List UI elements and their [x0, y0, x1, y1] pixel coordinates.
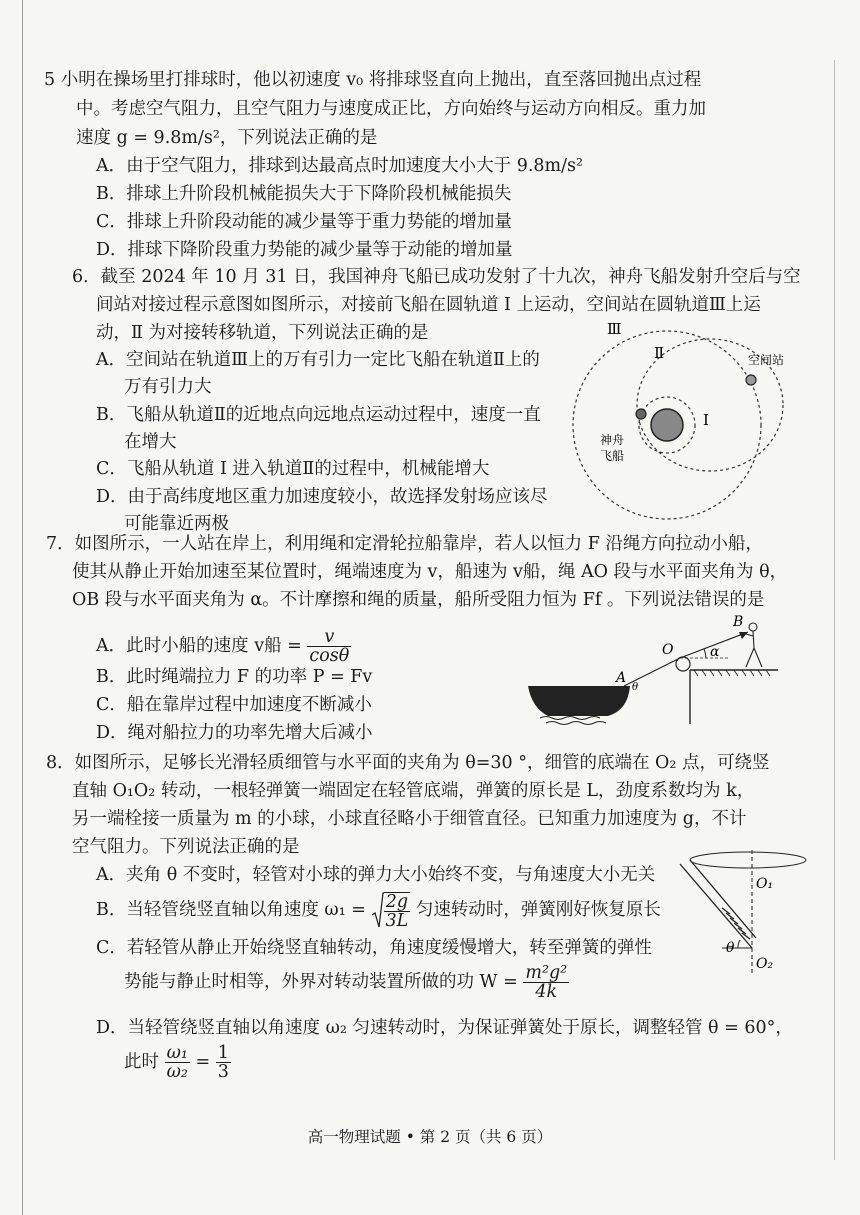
q8-option-d-omega-fraction [165, 1044, 190, 1081]
q8-option-d-ratio-fraction [216, 1044, 231, 1081]
q6-line-2: 间站对接过程示意图如图所示，对接前飞船在圆轨道 Ⅰ 上运动，空间站在圆轨道Ⅲ上运 [96, 295, 761, 315]
q5-option-b: B．排球上升阶段机械能损失大于下降阶段机械能损失 [96, 184, 512, 204]
alpha-label: α [710, 644, 720, 660]
q8-option-b-numerator: 2g [384, 893, 411, 912]
spacecraft-label-1: 神舟 [600, 433, 625, 447]
orbit-3-label: Ⅲ [607, 320, 622, 338]
page-footer: 高一物理试题 • 第 2 页（共 6 页） [307, 1128, 553, 1146]
person-body [753, 631, 754, 648]
q8-option-d-equals: = [195, 1052, 211, 1072]
q8-option-d-omega-den: ω₂ [166, 1062, 188, 1082]
q8-option-d-omega-num: ω₁ [166, 1043, 188, 1063]
q8-option-c-text: 势能与静止时相等，外界对转动装置所做的功 W = [124, 972, 518, 992]
q6-option-b-line-2: 在增大 [124, 432, 177, 452]
q6-option-c: C．飞船从轨道 Ⅰ 进入轨道Ⅱ的过程中，机械能增大 [96, 459, 490, 479]
q8-option-a: A．夹角 θ 不变时，轻管对小球的弹力大小始终不变，与角速度大小无关 [96, 865, 656, 885]
person-leg-left [746, 648, 754, 667]
q8-option-c-fraction [523, 964, 569, 1001]
person-head [749, 623, 757, 631]
q8-option-b-text: B．当轻管绕竖直轴以角速度 ω₁ = [96, 900, 366, 920]
q8-line-3: 另一端栓接一质量为 m 的小球，小球直径略小于细管直径。已知重力加速度为 g，不计 [72, 809, 747, 829]
q7-option-a-denominator: cosθ [309, 646, 350, 666]
sqrt-sign [372, 891, 384, 931]
tube-wall-inner [690, 860, 756, 938]
page-edge-left [22, 0, 23, 1215]
alpha-arc [704, 649, 706, 658]
q5-line-2: 中。考虑空气阻力，且空气阻力与速度成正比，方向始终与运动方向相反。重力加 [76, 99, 706, 119]
orbit-1-label: Ⅰ [703, 411, 709, 429]
q5-line-1: 5 小明在操场里打排球时，他以初速度 v₀ 将排球竖直向上抛出，直至落回抛出点过程 [44, 70, 702, 90]
q8-option-d-ratio-den: 3 [217, 1062, 229, 1082]
q7-option-a-text: A．此时小船的速度 v船 = [96, 636, 302, 656]
q7-line-2: 使其从静止开始加速至某位置时，绳端速度为 v，船速为 v船，绳 AO 段与水平面夹角为 θ， [72, 562, 788, 582]
theta-label: θ [632, 682, 639, 693]
orbit-diagram [570, 318, 800, 536]
q8-option-d-line-2 [124, 1040, 231, 1084]
q6-line-1: 6．截至 2024 年 10 月 31 日，我国神舟飞船已成功发射了十九次，神舟飞船发射升空后与空 [72, 267, 801, 287]
q5-option-d: D．排球下降阶段重力势能的减少量等于动能的增加量 [96, 240, 513, 260]
q8-option-c-line-2 [124, 960, 569, 1004]
q8-option-b-denominator: 3L [385, 911, 409, 931]
spacecraft-label-2: 飞船 [600, 449, 625, 463]
q7-option-a-numerator: v [307, 628, 351, 647]
q7-option-a [96, 626, 351, 666]
orbit-2-label: Ⅱ [654, 344, 665, 362]
q8-option-c-line-1: C．若轻管从静止开始绕竖直轴转动，角速度缓慢增大，转至弹簧的弹性 [96, 938, 652, 958]
water-wave-2 [546, 722, 606, 725]
q8-line-1: 8．如图所示，足够长光滑轻质细管与水平面的夹角为 θ=30 °，细管的底端在 O₂ 点，可绕竖 [46, 753, 770, 773]
q8-option-b [96, 888, 661, 933]
earth [651, 409, 683, 441]
q8-option-b-sqrt [372, 889, 411, 933]
boat [528, 686, 630, 716]
rotating-tube-diagram [672, 848, 812, 978]
q7-line-1: 7．如图所示，一人站在岸上，利用绳和定滑轮拉船靠岸，若人以恒力 F 沿绳方向拉动小船， [46, 534, 763, 554]
q8-option-b-post: 匀速转动时，弹簧刚好恢复原长 [415, 900, 661, 920]
tube-wall-outer [680, 864, 752, 948]
point-a-label: A [616, 670, 627, 686]
q8-option-d-ratio-num: 1 [217, 1043, 229, 1063]
q6-line-3: 动，Ⅱ 为对接转移轨道，下列说法正确的是 [96, 323, 429, 343]
q7-option-a-fraction [307, 628, 351, 665]
q8-option-d-text: 此时 [124, 1052, 159, 1072]
rotation-ellipse [690, 852, 806, 868]
q8-option-c-denominator: 4k [535, 982, 558, 1002]
q6-option-a-line-2: 万有引力大 [124, 377, 212, 397]
q5-line-3: 速度 g = 9.8m/s²，下列说法正确的是 [76, 128, 378, 148]
q5-option-a: A．由于空气阻力，排球到达最高点时加速度大小大于 9.8m/s² [96, 156, 584, 176]
q7-option-c: C．船在靠岸过程中加速度不断减小 [96, 695, 372, 715]
q6-option-d-line-2: 可能靠近两极 [124, 514, 229, 534]
bank-hatch [694, 670, 770, 676]
q8-option-c-numerator: m²g² [525, 963, 568, 983]
page-edge-right [834, 60, 835, 1160]
q8-line-2: 直轴 O₁O₂ 转动，一根轻弹簧一端固定在轻管底端，弹簧的原长是 L，劲度系数均为 k， [72, 781, 755, 801]
point-o-label: O [662, 642, 674, 658]
pulley [676, 657, 690, 671]
o1-label: O₁ [756, 876, 774, 892]
theta-arc [738, 940, 740, 948]
q8-option-d-line-1: D．当轻管绕竖直轴以角速度 ω₂ 匀速转动时，为保证弹簧处于原长，调整轻管 θ = 60°， [96, 1018, 793, 1038]
water-wave-1 [540, 717, 600, 720]
spring [722, 908, 750, 939]
boat-pulley-diagram [520, 612, 790, 727]
person-arm [746, 634, 753, 636]
q6-option-d-line-1: D．由于高纬度地区重力加速度较小，故选择发射场应该尽 [96, 487, 548, 507]
q8-option-b-fraction [384, 892, 411, 930]
person-leg-right [754, 648, 762, 667]
space-station-marker [746, 375, 756, 385]
q7-option-d: D．绳对船拉力的功率先增大后减小 [96, 723, 373, 743]
q6-option-b-line-1: B．飞船从轨道Ⅱ的近地点向远地点运动过程中，速度一直 [96, 405, 541, 425]
spacecraft-marker [636, 409, 646, 419]
space-station-label: 空间站 [748, 353, 785, 367]
q5-option-c: C．排球上升阶段动能的减少量等于重力势能的增加量 [96, 212, 512, 232]
q8-line-4: 空气阻力。下列说法正确的是 [72, 837, 300, 857]
q7-line-3: OB 段与水平面夹角为 α。不计摩擦和绳的质量，船所受阻力恒为 Ff 。下列说法错误的是 [72, 590, 765, 610]
o2-label: O₂ [756, 956, 774, 972]
q6-option-a-line-1: A．空间站在轨道Ⅲ上的万有引力一定比飞船在轨道Ⅱ上的 [96, 350, 540, 370]
theta-label: θ [726, 940, 735, 956]
point-b-label: B [733, 614, 744, 630]
q7-option-b: B．此时绳端拉力 F 的功率 P = Fv [96, 667, 373, 687]
